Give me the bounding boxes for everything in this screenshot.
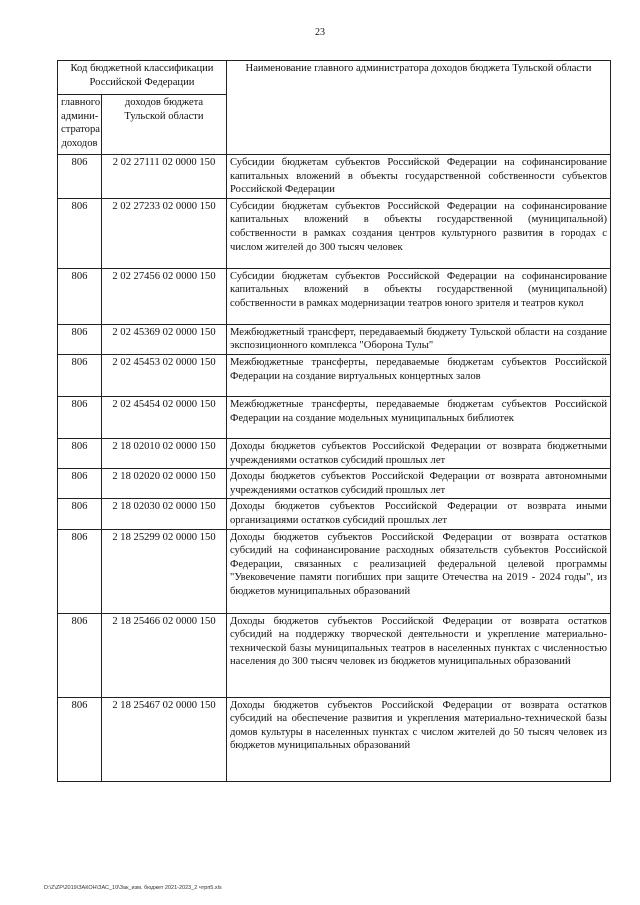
income-code-cell: 2 02 27456 02 0000 150 [102, 268, 227, 324]
revenue-administrators-table [57, 60, 611, 782]
income-code-cell: 2 02 27233 02 0000 150 [102, 198, 227, 268]
admin-code-cell: 806 [58, 198, 102, 268]
income-description-cell: Межбюджетные трансферты, передаваемые бюджетам субъектов Российской Федерации на создание виртуальных концертных залов [227, 354, 611, 396]
admin-code-header: главного админи-стратора доходов [58, 95, 102, 155]
admin-code-cell: 806 [58, 613, 102, 697]
income-description-cell: Субсидии бюджетам субъектов Российской Федерации на софинансирование капитальных вложений в объекты государственной собственности субъектов Российской Федерации [227, 155, 611, 199]
income-code-cell: 2 18 25299 02 0000 150 [102, 529, 227, 613]
admin-name-header: Наименование главного администратора доходов бюджета Тульской области [227, 61, 611, 155]
income-description-cell: Доходы бюджетов субъектов Российской Федерации от возврата остатков субсидий на поддержку творческой деятельности и укрепление материально-технической базы муниципальных театров в населенных пунктах с численностью населения до 300 тысяч человек из бюджетов муниципальных образований [227, 613, 611, 697]
income-code-cell: 2 02 45369 02 0000 150 [102, 324, 227, 354]
admin-code-cell: 806 [58, 438, 102, 468]
income-code-cell: 2 18 25467 02 0000 150 [102, 697, 227, 781]
income-description-cell: Межбюджетные трансферты, передаваемые бюджетам субъектов Российской Федерации на создание модельных муниципальных библиотек [227, 396, 611, 438]
income-code-cell: 2 02 27111 02 0000 150 [102, 155, 227, 199]
admin-code-cell: 806 [58, 324, 102, 354]
kbk-header: Код бюджетной классификации Российской Федерации [58, 61, 227, 95]
table-row [58, 697, 611, 781]
income-description-cell: Доходы бюджетов субъектов Российской Федерации от возврата остатков субсидий на обеспечение развития и укрепления материально-технической базы домов культуры в населенных пунктах с числом жителей до 50 тысяч человек из бюджетов муниципальных образований [227, 697, 611, 781]
table-row [58, 613, 611, 697]
table-row [58, 354, 611, 396]
table-row [58, 396, 611, 438]
admin-code-cell: 806 [58, 499, 102, 529]
income-code-cell: 2 02 45453 02 0000 150 [102, 354, 227, 396]
income-code-cell: 2 18 25466 02 0000 150 [102, 613, 227, 697]
file-path-footer: D:\Z\ZP\2019\ЗАКОН\ЗАС_10\Зак_изм. бюджет 2021-2023_2 чтрп5.xls [44, 885, 222, 891]
admin-code-cell: 806 [58, 155, 102, 199]
table-row [58, 155, 611, 199]
income-description-cell: Межбюджетный трансферт, передаваемый бюджету Тульской области на создание экспозиционного комплекса "Оборона Тулы" [227, 324, 611, 354]
admin-code-cell: 806 [58, 396, 102, 438]
income-description-cell: Доходы бюджетов субъектов Российской Федерации от возврата автономными учреждениями остатков субсидий прошлых лет [227, 469, 611, 499]
income-code-cell: 2 18 02030 02 0000 150 [102, 499, 227, 529]
table-row [58, 438, 611, 468]
admin-code-cell: 806 [58, 469, 102, 499]
income-code-cell: 2 02 45454 02 0000 150 [102, 396, 227, 438]
table-row [58, 324, 611, 354]
table-row [58, 268, 611, 324]
income-description-cell: Доходы бюджетов субъектов Российской Федерации от возврата остатков субсидий на софинансирование расходных обязательств субъектов Российской Федерации, связанных с реализацией федеральной целевой программы "Увековечение памяти погибших при защите Отечества на 2019 - 2024 годы", из бюджетов муниципальных образований [227, 529, 611, 613]
table-row [58, 198, 611, 268]
admin-code-cell: 806 [58, 268, 102, 324]
page-number: 23 [315, 27, 325, 38]
admin-code-cell: 806 [58, 697, 102, 781]
income-description-cell: Доходы бюджетов субъектов Российской Федерации от возврата бюджетными учреждениями остатков субсидий прошлых лет [227, 438, 611, 468]
table-row [58, 499, 611, 529]
income-code-cell: 2 18 02020 02 0000 150 [102, 469, 227, 499]
income-code-cell: 2 18 02010 02 0000 150 [102, 438, 227, 468]
table-row [58, 529, 611, 613]
income-description-cell: Субсидии бюджетам субъектов Российской Федерации на софинансирование капитальных вложений в объекты государственной (муниципальной) собственности в рамках создания центров культурного развития в городах с числом жителей до 300 тысяч человек [227, 198, 611, 268]
admin-code-cell: 806 [58, 354, 102, 396]
income-description-cell: Доходы бюджетов субъектов Российской Федерации от возврата иными организациями остатков субсидий прошлых лет [227, 499, 611, 529]
admin-code-cell: 806 [58, 529, 102, 613]
table-row [58, 469, 611, 499]
income-description-cell: Субсидии бюджетам субъектов Российской Федерации на софинансирование капитальных вложений в объекты государственной (муниципальной) собственности в рамках модернизации театров юного зрителя и театров кукол [227, 268, 611, 324]
income-code-header: доходов бюджета Тульской области [102, 95, 227, 155]
